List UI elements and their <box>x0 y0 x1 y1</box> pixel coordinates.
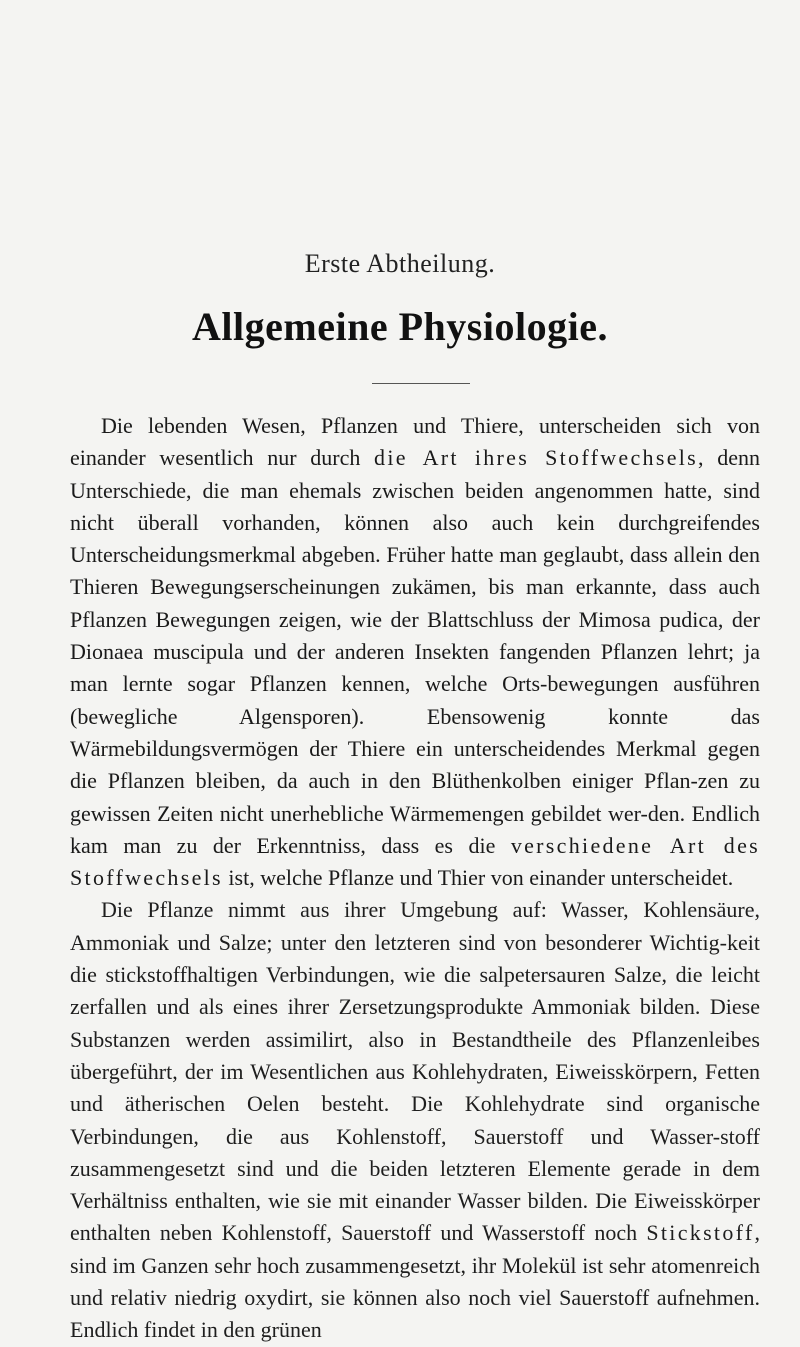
paragraph-1-text-c: ist, welche Pflanze und Thier von einander unterscheidet. <box>222 865 734 891</box>
paragraph-2-text-a: Die Pflanze nimmt aus ihrer Umgebung auf: Wasser, Kohlensäure, Ammoniak und Salze; unter den letzteren sind von besonderer Wichtig-keit die stickstoffhaltigen Verbindungen, wie die salpetersauren Salze, die leicht zerfallen und als eines ihrer Zersetzungsprodukte Ammoniak bilden. Diese Substanzen werden assimilirt, also in Bestandtheile des Pflanzenleibes übergeführt, der im Wesentlichen aus Kohlehydraten, Eiweisskörpern, Fetten und ätherischen Oelen besteht. Die Kohlehydrate sind organische Verbindungen, die aus Kohlenstoff, Sauerstoff und Wasser-stoff zusammengesetzt sind und die beiden letzteren Elemente gerade in dem Verhältniss enthalten, wie sie mit einander Wasser bilden. Die Eiweisskörper enthalten neben Kohlenstoff, Sauerstoff und Wasserstoff noch <box>70 897 760 1246</box>
paragraph-2-text-b: , sind im Ganzen sehr hoch zusammengesetzt, ihr Molekül ist sehr atomenreich und relativ niedrig oxydirt, sie können also noch viel Sauerstoff aufnehmen. Endlich findet in den grünen <box>70 1220 760 1343</box>
section-heading: Erste Abtheilung. <box>304 249 496 278</box>
paragraph-2-spaced-emphasis: Stickstoff <box>646 1220 755 1246</box>
paragraph-1-spaced-emphasis-a: die Art ihres Stoffwechsels <box>374 445 699 471</box>
chapter-title: Allgemeine Physiologie. <box>192 304 608 349</box>
paragraph-1-text-a: Die lebenden Wesen, Pflanzen und Thiere, unterscheiden sich von einander wesentlich nur durch <box>70 413 760 471</box>
paragraph-2 <box>70 894 760 1346</box>
body-text <box>70 410 760 1347</box>
paragraph-1-spaced-emphasis-b: verschiedene Art des Stoffwechsels <box>70 832 761 891</box>
paragraph-1 <box>70 410 760 894</box>
paragraph-1-text-b: , denn Unterschiede, die man ehemals zwischen beiden angenommen hatte, sind nicht überall vorhanden, können also auch kein durchgreifendes Unterscheidungsmerkmal abgeben. Früher hatte man geglaubt, dass allein den Thieren Bewegungserscheinungen zukämen, bis man erkannte, dass auch Pflanzen Bewegungen zeigen, wie der Blattschluss der Mimosa pudica, der Dionaea muscipula und der anderen Insekten fangenden Pflanzen lehrt; ja man lernte sogar Pflanzen kennen, welche Orts-bewegungen ausführen (bewegliche Algensporen). Ebensowenig konnte das Wärmebildungsvermögen der Thiere ein unterscheidendes Merkmal gegen die Pflanzen bleiben, da auch in den Blüthenkolben einiger Pflan-zen zu gewissen Zeiten nicht unerhebliche Wärmemengen gebildet wer-den. Endlich kam man zu der Erkenntniss, dass es die <box>70 445 760 858</box>
title-divider <box>372 383 470 384</box>
